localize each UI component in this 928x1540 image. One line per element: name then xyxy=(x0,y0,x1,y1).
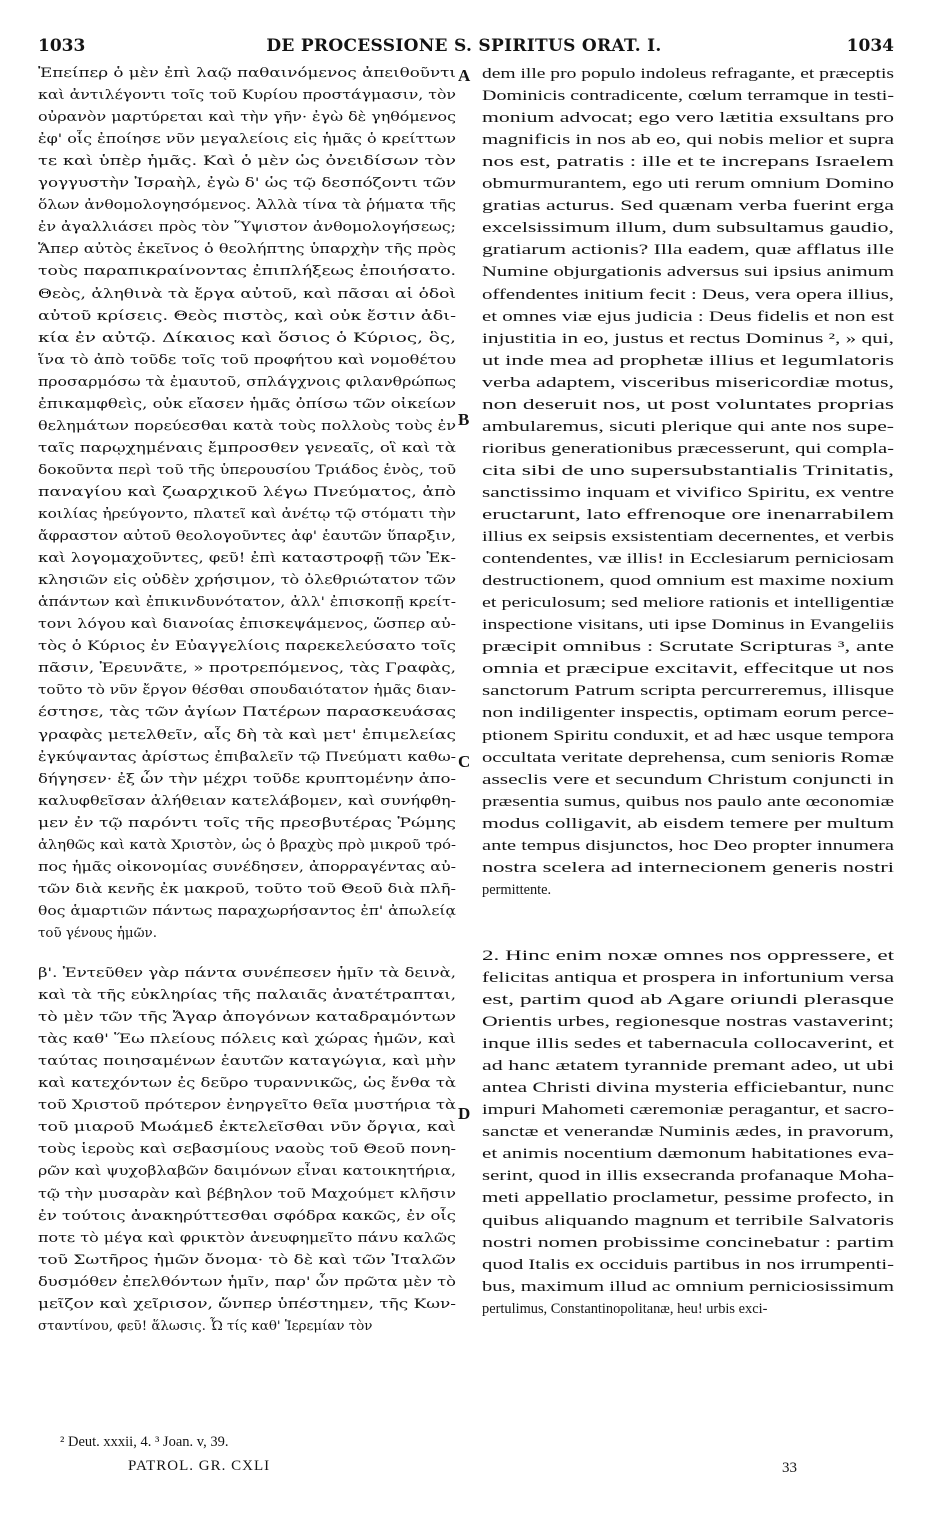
text-line: quibus aliquando magnum et terribile Salvatoris xyxy=(482,1212,894,1229)
running-title: DE PROCESSIONE S. SPIRITUS ORAT. I. xyxy=(266,36,662,56)
text-line: gratiarum actionis? Illa eadem, quæ afflatus ille xyxy=(482,242,894,259)
text-line: offendentes initium fecit : Deus, vera opera illius, xyxy=(482,286,894,303)
text-line: μεν ἐν τῷ παρόντι τοῖς τῆς πρεσβυτέρας Ῥώμης xyxy=(38,815,456,831)
text-line: τὸς ὁ Κύριος ἐν Εὐαγγελίοις παρεκελεύσατο τοῖς xyxy=(38,639,456,655)
text-line: γραφὰς μετελθεῖν, αἷς δὴ τὰ καὶ μετ' ἐπιμελείας xyxy=(38,727,456,743)
text-line: μεῖζον καὶ χεῖρισον, ὥνπερ ὑπέστημεν, τῆς Κων- xyxy=(38,1296,456,1312)
text-line: σταντίνου, φεῦ! ἅλωσις. Ὦ τίς καθ' Ἱερεμίαν τὸν xyxy=(38,1318,373,1334)
text-line: τοῦτο τὸ νῦν ἔργον θέσθαι σπουδαιότατον ἡμᾶς διαν- xyxy=(38,683,456,699)
text-line: θελημάτων πορεύεσθαι κατὰ τοὺς πολλοὺς τοὺς ἐν xyxy=(38,418,456,434)
footnotes: ² Deut. xxxii, 4. ³ Joan. v, 39. xyxy=(60,1434,229,1450)
text-line: Dominicis contradicente, cœlum terramque in testi- xyxy=(482,88,894,105)
text-line: τοῦ γένους ἡμῶν. xyxy=(38,925,157,941)
text-line: τὰς καθ' Ἕω πλείους πόλεις καὶ χώρας ἡμῶν, καὶ xyxy=(38,1032,456,1048)
text-line: excelsissimum illum, dum subsultamus gaudio, xyxy=(482,220,894,237)
text-line: β'. Ἐντεῦθεν γὰρ πάντα συνέπεσεν ἡμῖν τὰ δεινὰ, xyxy=(38,966,457,981)
text-line: ἐπικαμφθεὶς, οὐκ εἴασεν ἡμᾶς ὀπίσω τῶν οἰκείων xyxy=(38,396,456,412)
text-line: ptionem Spiritu conduxit, et ad hæc usque tempora xyxy=(482,727,894,744)
text-line: αὐτοῦ κρίσεις. Θεὸς πιστὸς, καὶ οὐκ ἔστιν ἀδι- xyxy=(38,308,456,324)
text-line: Ἅπερ αὐτὸς ἐκεῖνος ὁ θεολήπτης ὑπαρχὴν τῆς πρὸς xyxy=(38,242,457,258)
text-line: γογγυστὴν Ἰσραὴλ, ἐγὼ δ' ὡς τῷ δεσπόζοντι τῶν xyxy=(38,176,457,192)
text-line: ἀληθῶς καὶ κατὰ Χριστὸν, ὡς ὁ βραχὺς πρὸ μικροῦ τρό- xyxy=(38,837,456,853)
text-line: ὅλων ἀνθομολογησόμενος. Ἀλλὰ τίνα τὰ ῥήματα τῆς xyxy=(38,198,456,214)
text-line: præsentia sumus, quibus nos paulo ante œconomiæ xyxy=(482,793,894,810)
text-line: ἵνα τὸ ἀπὸ τοῦδε τοῖς τοῦ προφήτου καὶ νομοθέτου xyxy=(38,352,456,368)
text-line: contendentes, væ illis! in Ecclesiarum perniciosam xyxy=(482,551,894,568)
text-line: ante tempus disjunctos, hoc Deo propter innumera xyxy=(482,837,894,854)
text-line: ambularemus, sicuti plerique qui ante nos supe- xyxy=(482,418,894,435)
text-line: injustitia in eo, justus et rectus Dominus ², » qui, xyxy=(482,330,894,347)
text-line: πᾶσιν, Ἐρευνᾶτε, » προτρεπόμενος, τὰς Γραφὰς, xyxy=(38,661,456,677)
text-line: ταύτας ποιησαμένων ἑαυτῶν καταγώγια, καὶ μὴν xyxy=(38,1054,456,1070)
text-line: sanctissimo inquam et vivifico Spiritu, ex ventre xyxy=(482,484,894,501)
text-line: nos est, patratis : ille et te increpans Israelem xyxy=(482,154,894,171)
text-line: omnia et præcipue excitavit, effecitque ut nos xyxy=(482,661,894,678)
text-line: τῷ τὴν μυσαρὰν καὶ βέβηλον τοῦ Μαχούμετ κλῆσιν xyxy=(38,1186,456,1202)
text-line: obmurmurantem, ego uti rerum omnium Domino xyxy=(482,176,894,193)
text-line: παναγίου καὶ ζωαρχικοῦ λέγω Πνεύματος, ἀπὸ xyxy=(38,484,456,500)
text-line: illius ex seipsis exsistentiam decernentes, et verbis xyxy=(482,529,894,546)
text-line: έστησε, τὰς τῶν ἁγίων Πατέρων παρασκευάσας xyxy=(38,705,456,721)
text-line: occultata veritate deprehensa, cum senioris Romæ xyxy=(482,749,894,766)
text-line: eructarunt, lato effrenoque ore inenarrabilem xyxy=(482,507,894,523)
text-line: nostri nomen probissime concinebatur : partim xyxy=(482,1234,894,1251)
text-line: modus colligavit, ab eisdem temere per multum xyxy=(482,815,894,832)
text-line: inque illis sedes et tabernacula collocaverint, et xyxy=(482,1036,894,1053)
text-line: κία ἐν αὐτῷ. Δίκαιος καὶ ὅσιος ὁ Κύριος, ὃς, xyxy=(38,330,456,346)
text-line: et periculosum; sed meliore rationis et intelligentiæ xyxy=(482,595,894,612)
text-line: destructionem, quod omnium est maxime noxium xyxy=(482,573,894,590)
text-line: τε καὶ ὑπὲρ ἡμᾶς. Καὶ ὁ μὲν ὡς ὀνειδίσων τὸν xyxy=(38,154,457,170)
text-line: ut inde mea ad prophetæ illius et legumlatoris xyxy=(482,352,894,369)
text-line: nostra scelera ad internecionem generis nostri xyxy=(482,859,894,876)
text-line: non deseruit nos, ut post voluntates proprias xyxy=(482,396,894,413)
text-line: sanctorum Patrum scripta percurreremus, illisque xyxy=(482,683,894,700)
text-line: καὶ λογομαχοῦντες, φεῦ! ἐπὶ καταστροφῇ τῶν Ἐκ- xyxy=(38,551,456,567)
text-line: προσαρμόσω τὰ ἐμαυτοῦ, σπλάγχνοις φιλανθρώπως xyxy=(38,374,456,390)
text-line: θος ἁμαρτιῶν πάντως παραχωρήσαντος ἐπ' ἀπωλείᾳ xyxy=(38,903,456,919)
text-line: τοὺς ἱεροὺς καὶ σεβασμίους ναοὺς τοῦ Θεοῦ πονη- xyxy=(38,1142,456,1158)
text-line: pertulimus, Constantinopolitanæ, heu! urbis exci- xyxy=(482,1300,768,1317)
text-line: κοιλίας ἠρεύγοντο, πλατεῖ καὶ ἀνέτῳ τῷ στόματι τὴν xyxy=(38,507,456,522)
text-line: 2. Hinc enim noxæ omnes nos oppressere, et xyxy=(482,947,894,964)
margin-letter-d: D xyxy=(458,1104,471,1123)
text-line: τοῦ μιαροῦ Μωάμεδ ἐκτελεῖσθαι νῦν ὄργια, καὶ xyxy=(38,1120,456,1136)
text-line: Orientis urbes, regionesque nostras vastaverint; xyxy=(482,1014,894,1031)
text-line: ταῖς παρῳχημέναις ἔμπροσθεν γενεαῖς, οἳ καὶ τὰ xyxy=(38,440,456,456)
text-line: καὶ τὰ τῆς εὐκληρίας τῆς παλαιᾶς ἀνατέτραπται, xyxy=(38,988,456,1004)
text-line: οὐρανὸν μαρτύρεται καὶ τὴν γῆν· ἐγὼ δὲ γηθόμενος xyxy=(38,110,456,126)
text-line: rioribus generationibus præcesserunt, qui compla- xyxy=(482,440,894,457)
text-line: ad hanc ætatem tyrannide premant adeo, ut ubi xyxy=(482,1058,894,1075)
signature-mark: PATROL. GR. CXLI xyxy=(128,1458,271,1474)
text-line: ἐφ' οἷς ἐποίησε νῦν μεγαλείοις εἰς ἡμᾶς ὁ κρείττων xyxy=(38,132,456,148)
text-line: quod Italis ex occiduis partibus in nos irrumpenti- xyxy=(482,1256,894,1273)
text-line: non indiligenter inspectis, optimam eorum perce- xyxy=(482,705,894,722)
text-line: præcipit omnibus : Scrutate Scripturas ³, ante xyxy=(482,639,894,656)
text-line: serint, quod in illis exsecranda profanaque Moha- xyxy=(482,1168,894,1185)
text-line: Ἐπείπερ ὁ μὲν ἐπὶ λαῷ παθαινόμενος ἀπειθοῦντι xyxy=(38,66,456,81)
page-number-left: 1033 xyxy=(38,36,86,56)
margin-letter-b: B xyxy=(458,410,470,429)
margin-letter-c: C xyxy=(458,752,471,771)
text-line: τοῦ Σωτῆρος ἡμῶν ὄνομα· τὸ δὲ καὶ τῶν Ἰταλῶν xyxy=(38,1252,457,1268)
text-line: monium advocat; ego vero lætitia exsultans pro xyxy=(482,110,894,127)
text-line: gratias acturus. Sed quænam verba fuerint erga xyxy=(482,198,894,215)
text-line: sanctæ et venerandæ Numinis ædes, in pravorum, xyxy=(482,1124,894,1141)
text-line: καλυφθεῖσαν ἀλήθειαν κατελάβομεν, καὶ συνήφθη- xyxy=(38,793,456,809)
text-line: dem ille pro populo indoleus refragante, et præceptis xyxy=(482,66,894,82)
text-line: καὶ κατεχόντων ἐς δεῦρο τυραννικῶς, ὡς ἔνθα τὰ xyxy=(38,1076,456,1092)
text-line: antea Christi divina mysteria efficiebantur, nunc xyxy=(482,1080,894,1097)
text-line: δήγησεν· ἐξ ὧν τὴν μέχρι τοῦδε κρυπτομένην ἀπο- xyxy=(38,771,456,787)
text-line: et animis nocentium dæmonum habitationes eva- xyxy=(482,1146,894,1163)
text-line: inspectione visitans, uti ipse Dominus in Evangeliis xyxy=(482,617,894,634)
text-line: et omnes viæ ejus judicia : Deus fidelis et non est xyxy=(482,308,894,325)
text-line: δυσμόθεν ἐπελθόντων ἡμῖν, παρ' ὧν πρῶτα μὲν τὸ xyxy=(38,1274,456,1290)
text-line: ἄφραστον αὐτοῦ θεολογοῦντες ἀφ' ἑαυτῶν ὕπαρξιν, xyxy=(38,529,456,545)
folio-number: 33 xyxy=(782,1460,797,1476)
text-line: ἐγκύψαντας ἀρίστως ἐπιβαλεῖν τῷ Πνεύματι καθω- xyxy=(38,749,456,765)
text-line: ποτε τὸ μέγα καὶ φρικτὸν ἀνευφημεῖτο πάνυ καλῶς xyxy=(38,1230,456,1246)
text-line: τὸ μὲν τῶν τῆς Ἄγαρ ἀπογόνων καταδραμόντων xyxy=(38,1010,456,1026)
text-line: κλησιῶν εἰς οὐδὲν χρήσιμον, τὸ ὀλεθριώτατον τῶν xyxy=(38,573,456,589)
text-line: ἐν τούτοις ἀνακηρύττεσθαι σφόδρα κακῶς, ἐν οἷς xyxy=(38,1208,456,1224)
text-line: Numine objurgationis adversus sui ipsius animum xyxy=(482,264,894,281)
page-number-right: 1034 xyxy=(846,36,894,56)
text-line: ρῶν καὶ ψυχοβλαβῶν δαιμόνων εἶναι κατοικητήρια, xyxy=(38,1164,456,1180)
text-line: permittente. xyxy=(482,881,552,898)
text-line: τῶν διὰ κενῆς ἐκ μακροῦ, τοῦτο τοῦ Θεοῦ διὰ πλῆ- xyxy=(38,881,456,897)
text-line: impuri Mahometi cæremoniæ peragantur, et sacro- xyxy=(482,1102,894,1119)
text-line: Θεὸς, ἀληθινὰ τὰ ἔργα αὐτοῦ, καὶ πᾶσαι αἱ ὁδοὶ xyxy=(38,286,456,302)
text-line: ἐν ἀγαλλιάσει πρὸς τὸν Ὕψιστον ἀνθομολογήσεως; xyxy=(38,220,456,236)
text-line: meti appellatio proclametur, pessime profecto, in xyxy=(482,1190,894,1207)
text-line: cita sibi de uno supersubstantialis Trinitatis, xyxy=(482,462,894,479)
text-line: καὶ ἀντιλέγοντι τοῖς τοῦ Κυρίου προστάγμασιν, τὸν xyxy=(38,88,456,104)
text-line: verba adaptem, visceribus misericordiæ motus, xyxy=(482,374,894,391)
text-line: asseclis vere et secundum Christum conjuncti in xyxy=(482,771,894,788)
text-line: magnificis in nos ab eo, qui nobis melior et supra xyxy=(482,132,894,149)
text-line: τοὺς παραπικραίνοντας ἐπιπλήξεως ἐποιήσατο. xyxy=(38,264,456,280)
text-line: est, partim quod ab Agare oriundi plerasque xyxy=(482,992,894,1008)
text-line: bus, maximum illud ac omnium perniciosissimum xyxy=(482,1278,894,1295)
text-line: τοῦ Χριστοῦ πρότερον ἐνηργεῖτο θεῖα μυστήρια τὰ xyxy=(38,1098,457,1114)
text-line: τονι λόγου καὶ διανοίας ἐπισκεψάμενος, ὥσπερ αὐ- xyxy=(38,617,456,633)
text-line: πος ἡμᾶς οἰκονομίας συνέδησεν, ἀπορραγέντας αὐ- xyxy=(38,859,457,875)
text-line: δοκοῦντα περὶ τοῦ τῆς ὑπερουσίου Τριάδος ἑνὸς, τοῦ xyxy=(38,462,456,478)
margin-letter-a: A xyxy=(458,66,471,85)
text-line: felicitas antiqua et prospera in infortunium versa xyxy=(482,969,894,986)
text-line: ἁπάντων καὶ ἐπικινδυνότατον, ἀλλ' ἐπισκοπῇ κρείτ- xyxy=(38,595,457,611)
